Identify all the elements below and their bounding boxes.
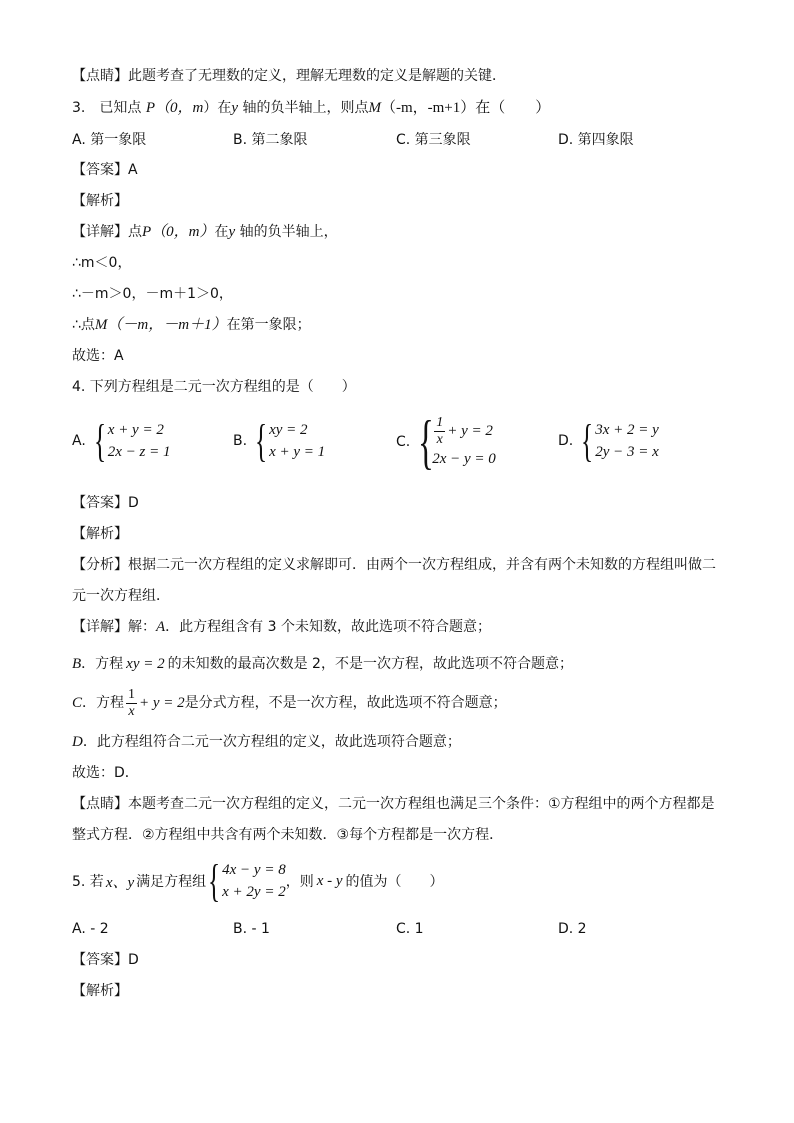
q4-option-c-eq1	[432, 415, 496, 448]
q4-option-d-label: D.	[558, 433, 574, 449]
q4-detail-a-text: ．此方程组含有 3 个未知数，故此选项不符合题意；	[165, 619, 491, 635]
q3-detail-1d: y	[228, 224, 236, 240]
q4-option-a-eq1: x + y = 2	[107, 422, 164, 438]
q4-detail-c-fraction	[126, 687, 137, 720]
q5-vars-xy: x、y	[105, 874, 135, 891]
dianjing-tag: 【点睛】	[72, 68, 128, 84]
q4-option-c-fraction	[434, 415, 445, 448]
q3-detail-1e: 轴的负半轴上，	[235, 224, 338, 240]
q4-detail-c-eq-rest: + y = 2	[139, 695, 185, 711]
q3-step-3a: ∴点	[72, 317, 95, 333]
q5-stem-2: 满足方程组	[136, 874, 207, 890]
q4-detail-c-text1: ．方程	[82, 695, 125, 711]
q4-option-c-brace: {	[418, 409, 435, 475]
q4-option-d-eq1: 3x + 2 = y	[595, 422, 659, 438]
q4-option-c-eq2: 2x − y = 0	[432, 450, 496, 467]
q3-point-m: M	[368, 100, 381, 116]
q5-stem-3: ，则	[285, 874, 314, 890]
dianjing-text: 此题考查了无理数的定义，理解无理数的定义是解题的关键．	[128, 68, 506, 84]
q3-answer-tag: 【答案】	[72, 162, 128, 178]
q4-analysis-tag: 【解析】	[72, 526, 128, 542]
q4-option-b-eq1: xy = 2	[269, 422, 308, 438]
q3-option-c: C. 第三象限	[396, 132, 471, 148]
q4-detail-c-frac-num: 1	[128, 686, 136, 702]
q4-option-c-label: C.	[396, 434, 411, 450]
q4-detail-c	[72, 686, 507, 720]
q4-option-a-brace: {	[93, 415, 106, 466]
q5-option-a: A. - 2	[72, 921, 109, 937]
q4-dianjing-text-1: 本题考查二元一次方程组的定义，二元一次方程组也满足三个条件：①方程组中的两个方程都是	[128, 796, 715, 812]
q3-step-3b: M（－m，－m＋1）	[94, 317, 227, 333]
q4-answer-tag: 【答案】	[72, 495, 128, 511]
q4-choose: 故选：D．	[72, 765, 139, 781]
q4-option-d-eq2: 2y − 3 = x	[595, 444, 659, 460]
q3-stem-rest: 轴的负半轴上，则点	[238, 100, 369, 116]
q4-detail-c-letter: C	[72, 695, 83, 711]
q4-option-a-eq2: 2x − z = 1	[107, 444, 171, 460]
q4-detail-a	[72, 617, 491, 637]
q3-detail	[72, 222, 338, 242]
q3-stem-prefix: 3. 已知点	[72, 100, 142, 116]
q4-detail-b-text1: ．方程	[81, 656, 124, 672]
q3-var-y: y	[231, 100, 238, 116]
q3-step-1: ∴m＜0，	[72, 255, 132, 271]
q5-answer-tag: 【答案】	[72, 952, 128, 968]
q3-analysis-tag: 【解析】	[72, 193, 128, 209]
q4-detail-a-letter: A	[156, 619, 166, 635]
q4-option-b-eq2: x + y = 1	[269, 444, 326, 460]
q4-dianjing-tag: 【点睛】	[72, 796, 128, 812]
q4-fenxi-line-1	[72, 555, 716, 575]
q5-analysis-tag: 【解析】	[72, 983, 128, 999]
q3-step-2: ∴－m＞0，－m＋1＞0，	[72, 286, 233, 302]
q4-option-d	[558, 415, 659, 466]
q4-answer	[72, 493, 139, 513]
q5-stem	[72, 855, 444, 906]
q5-eq1: 4x − y = 8	[222, 862, 286, 878]
q4-option-b-equations	[269, 419, 325, 463]
q4-detail-c-frac-den: x	[128, 703, 135, 719]
q5-stem-1: 5. 若	[72, 874, 104, 890]
q3-stem	[72, 98, 550, 118]
q5-stem-4: 的值为（ ）	[345, 874, 444, 890]
q5-expression: x - y	[316, 872, 343, 889]
q3-stem-mid: ）在	[203, 100, 232, 116]
q3-detail-1b: P（0，m）	[142, 224, 215, 240]
q4-detail-d-text: ．此方程组符合二元一次方程组的定义，故此选项符合题意；	[82, 734, 461, 750]
q4-option-a-label: A.	[72, 433, 86, 449]
q3-var-m: m	[192, 100, 204, 116]
q4-option-a	[72, 415, 171, 466]
q3-option-a: A. 第一象限	[72, 132, 147, 148]
q4-detail-b-letter: B	[72, 656, 82, 672]
q4-detail-tag: 【详解】	[72, 619, 128, 635]
q4-stem: 4. 下列方程组是二元一次方程组的是（ ）	[72, 379, 356, 395]
q5-answer-value: D	[128, 952, 139, 968]
q5-eq2: x + 2y = 2	[222, 884, 286, 900]
q4-detail-a-prefix: 解：	[128, 619, 156, 635]
q4-option-d-brace: {	[581, 415, 594, 466]
q4-detail-b-equation: xy = 2	[126, 656, 165, 672]
q3-detail-tag: 【详解】	[72, 224, 128, 240]
q5-option-d: D. 2	[558, 921, 587, 937]
q3-step-3c: 在第一象限；	[226, 317, 311, 333]
q4-answer-value: D	[128, 495, 139, 511]
q3-step-3	[72, 315, 311, 335]
q4-option-c-frac-den: x	[436, 431, 443, 447]
q4-fenxi-line-2: 元一次方程组．	[72, 588, 170, 604]
q3-answer	[72, 160, 138, 180]
q4-fenxi-text-1: 根据二元一次方程组的定义求解即可．由两个一次方程组成，并含有两个未知数的方程组叫做二	[128, 557, 716, 573]
q4-option-c-frac-num: 1	[436, 414, 444, 430]
q3-option-d: D. 第四象限	[558, 132, 634, 148]
q4-detail-b-text2: 的未知数的最高次数是 2，不是一次方程，故此选项不符合题意；	[167, 656, 573, 672]
q3-detail-1a: 点	[128, 224, 142, 240]
q4-option-b-label: B.	[233, 433, 248, 449]
q5-option-b: B. - 1	[233, 921, 270, 937]
q5-answer	[72, 950, 139, 970]
q4-option-c-eq1-rest: + y = 2	[447, 422, 493, 439]
q3-option-b: B. 第二象限	[233, 132, 308, 148]
q3-point-p: P（0，	[145, 100, 193, 116]
q3-choose: 故选：A	[72, 348, 124, 364]
q4-option-c	[396, 409, 496, 475]
q3-detail-1c: 在	[214, 224, 229, 240]
q4-option-c-equations	[432, 415, 496, 470]
q3-stem-coord: （-m，-m+1）在（ ）	[380, 100, 551, 116]
q5-equations	[222, 859, 286, 903]
q4-option-b-brace: {	[255, 415, 268, 466]
q5-option-c: C. 1	[396, 921, 424, 937]
q4-fenxi-tag: 【分析】	[72, 557, 128, 573]
q4-detail-b	[72, 654, 573, 674]
q4-detail-d	[72, 732, 461, 752]
q4-option-a-equations	[108, 419, 171, 463]
q3-answer-value: A	[128, 162, 138, 178]
q4-option-b	[233, 415, 326, 466]
q4-detail-d-letter: D	[72, 734, 83, 750]
q4-detail-c-text2: 是分式方程，不是一次方程，故此选项不符合题意；	[184, 695, 507, 711]
q4-dianjing-line-1	[72, 794, 715, 814]
q5-brace: {	[208, 855, 221, 906]
q4-option-d-equations	[595, 419, 659, 463]
q4-dianjing-line-2: 整式方程．②方程组中共含有两个未知数．③每个方程都是一次方程．	[72, 827, 504, 843]
dianjing-paragraph	[72, 66, 506, 86]
